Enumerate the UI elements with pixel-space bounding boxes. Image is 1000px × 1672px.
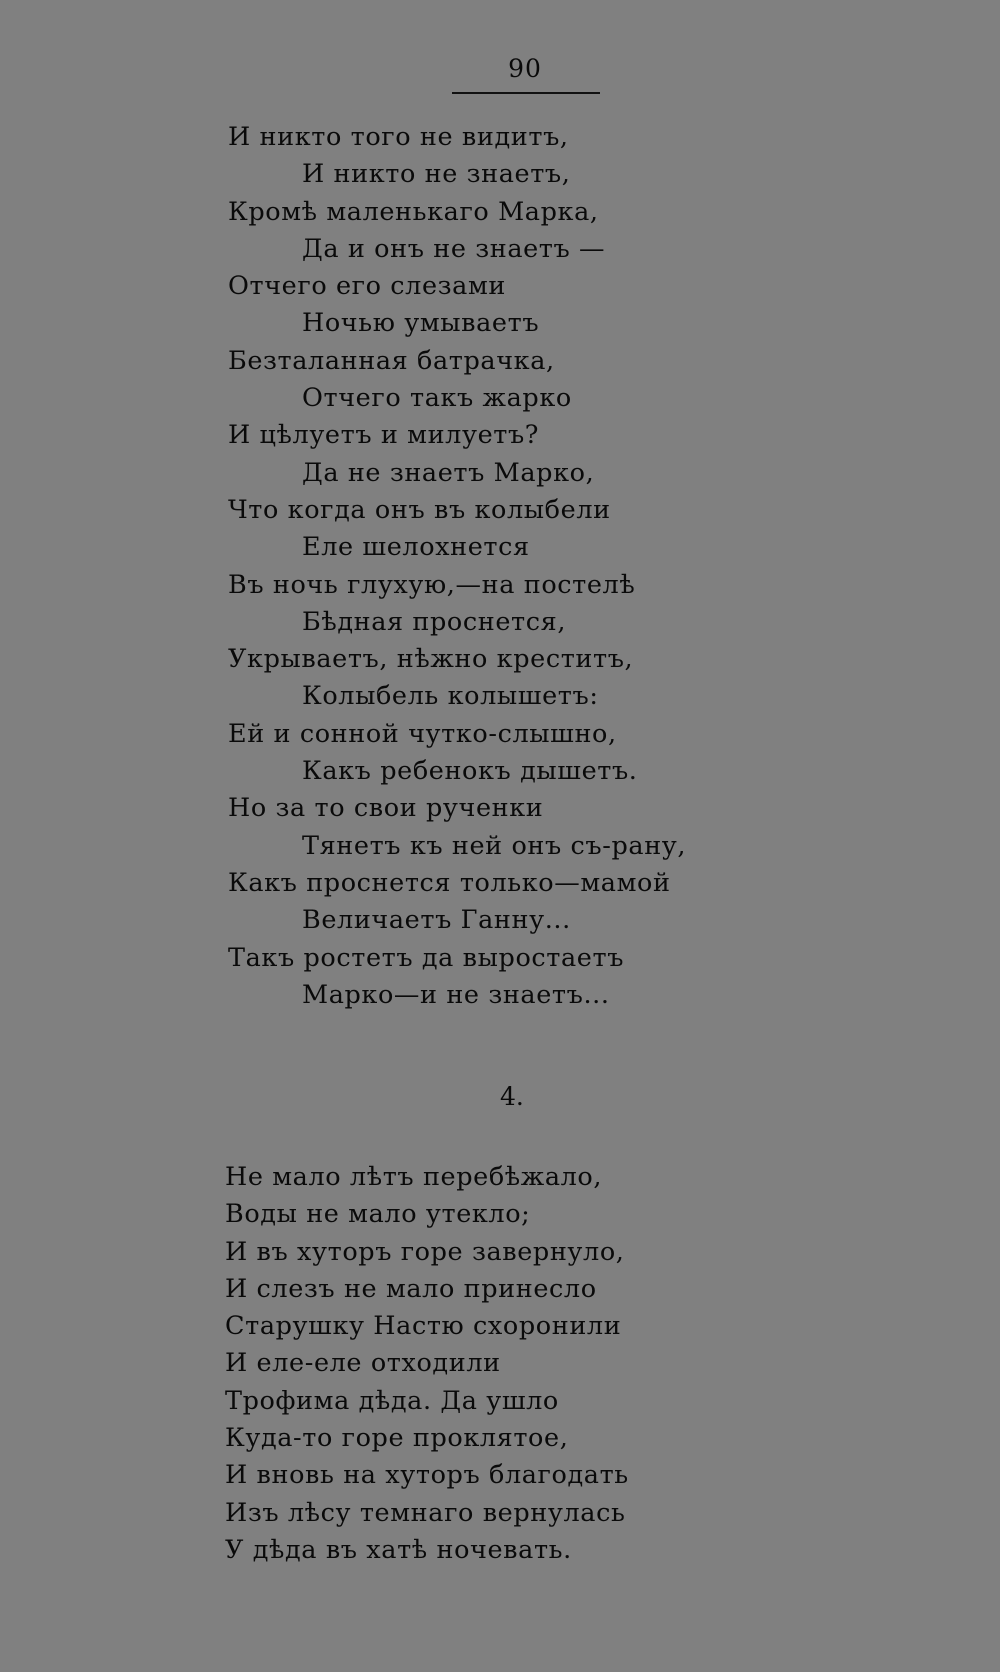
verse-line: Трофима дѣда. Да ушло bbox=[225, 1385, 559, 1416]
verse-line: И вновь на хуторъ благодать bbox=[225, 1460, 629, 1491]
section-number: 4. bbox=[500, 1082, 524, 1111]
verse-line: Да не знаетъ Марко, bbox=[302, 457, 595, 488]
verse-line: Воды не мало утекло; bbox=[225, 1199, 531, 1230]
page-number-rule bbox=[452, 92, 600, 94]
verse-line: Бѣдная проснется, bbox=[302, 606, 567, 637]
verse-line: Безталанная батрачка, bbox=[228, 345, 555, 376]
verse-line: У дѣда въ хатѣ ночевать. bbox=[225, 1534, 572, 1565]
verse-line: И никто не знаетъ, bbox=[302, 159, 571, 190]
verse-line: Еле шелохнется bbox=[302, 532, 530, 563]
verse-line: Такъ ростетъ да выростаетъ bbox=[228, 942, 625, 973]
verse-line: Отчего его слезами bbox=[228, 271, 507, 302]
verse-line: Ей и сонной чутко-слышно, bbox=[228, 718, 617, 749]
verse-line: Какъ ребенокъ дышетъ. bbox=[302, 756, 638, 787]
verse-line: Но за то свои рученки bbox=[228, 793, 544, 824]
verse-line: Тянетъ къ ней онъ съ-рану, bbox=[302, 830, 687, 861]
verse-line: Что когда онъ въ колыбели bbox=[228, 494, 611, 525]
poem-stanza-1 bbox=[0, 119, 686, 1014]
verse-line: Величаетъ Ганну... bbox=[302, 905, 571, 936]
verse-line: И въ хуторъ горе завернуло, bbox=[225, 1236, 625, 1267]
verse-line: Не мало лѣтъ перебѣжало, bbox=[225, 1162, 603, 1192]
verse-line: Въ ночь глухую,—на постелѣ bbox=[228, 569, 636, 600]
verse-line: Какъ проснется только—мамой bbox=[228, 867, 671, 898]
verse-line: Да и онъ не знаетъ — bbox=[302, 233, 606, 264]
verse-line: Колыбель колышетъ: bbox=[302, 681, 599, 712]
verse-line: Ночью умываетъ bbox=[302, 308, 540, 339]
verse-line: И цѣлуетъ и милуетъ? bbox=[228, 420, 540, 451]
page-number: 90 bbox=[508, 54, 542, 83]
verse-line: Куда-то горе проклятое, bbox=[225, 1423, 569, 1454]
verse-line: Марко—и не знаетъ... bbox=[302, 979, 610, 1010]
verse-line: И слезъ не мало принесло bbox=[225, 1273, 597, 1304]
verse-line: Кромѣ маленькаго Марка, bbox=[228, 196, 599, 227]
verse-line: Отчего такъ жарко bbox=[302, 383, 572, 414]
verse-line: И никто того не видитъ, bbox=[228, 122, 569, 152]
verse-line: Старушку Настю схоронили bbox=[225, 1311, 622, 1342]
verse-line: Изъ лѣсу темнаго вернулась bbox=[225, 1497, 626, 1528]
poem-stanza-2 bbox=[0, 1159, 629, 1569]
verse-line: И еле-еле отходили bbox=[225, 1348, 501, 1379]
verse-line: Укрываетъ, нѣжно креститъ, bbox=[228, 644, 634, 675]
